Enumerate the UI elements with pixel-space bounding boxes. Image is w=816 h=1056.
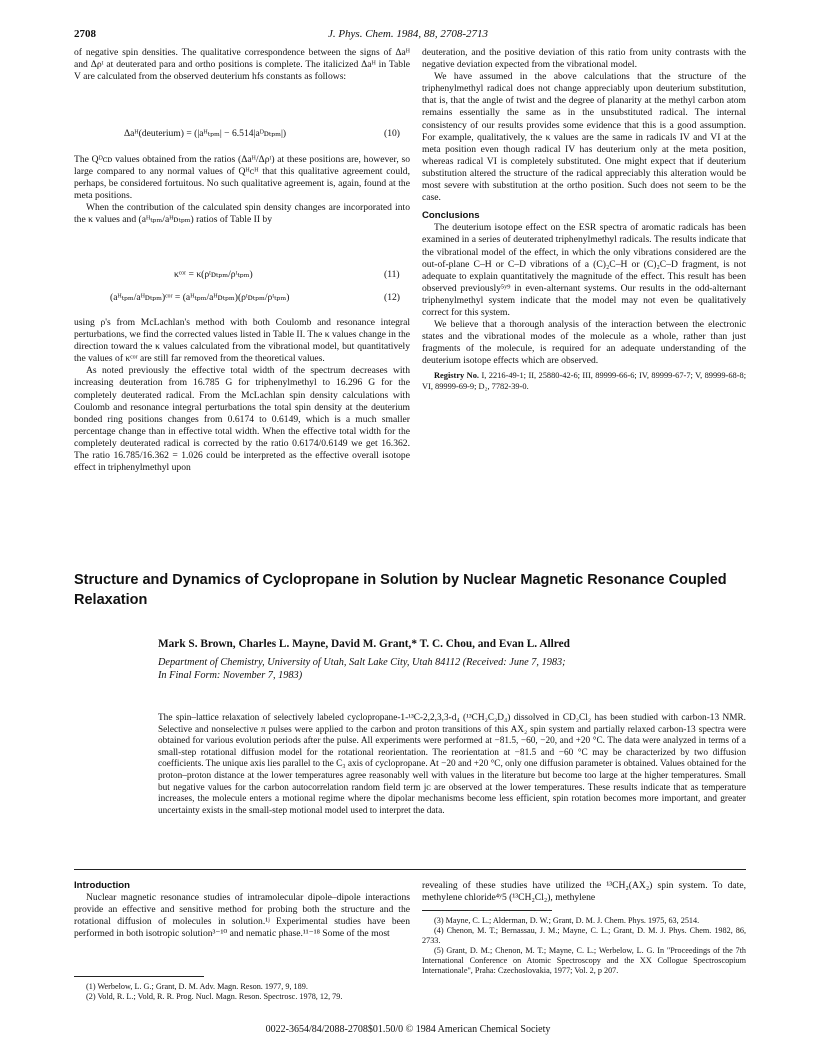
footnotes-left xyxy=(74,982,410,1002)
abstract-rule xyxy=(74,869,746,870)
left-column-top xyxy=(74,47,410,83)
footnote-rule xyxy=(422,910,552,911)
equation-number: (12) xyxy=(384,292,400,303)
footnotes-right xyxy=(422,916,746,976)
affiliation-line: Department of Chemistry, University of Utah, Salt Lake City, Utah 84112 (Received: June 7, 1983; xyxy=(158,657,566,668)
introduction-right xyxy=(422,880,746,904)
running-header: J. Phys. Chem. 1984, 88, 2708-2713 xyxy=(327,28,489,40)
article-authors: Mark S. Brown, Charles L. Mayne, David M. Grant,* T. C. Chou, and Evan L. Allred xyxy=(158,638,570,650)
section-heading-introduction: Introduction xyxy=(74,880,130,891)
paragraph: As noted previously the effective total width of the spectrum decreases with increasing deuteration from 16.785 G for triphenylmethyl to 16.296 G for the completely deuterated radical. From the McLachlan spin density calculations with Coulomb and resonance integral perturbations the total spin density at the deuterium bonded ring positions changes from 0.6174 to 0.6149, which is a much smaller percentage change than in effective total width. When the effective total width for the completely deuterated radical is corrected by the ratio 0.6174/0.6149 we get 16.362. The ratio 16.785/16.362 = 1.026 could be interpreted as the effective overall isotope effect in triphenylmethyl upon xyxy=(74,365,410,474)
page-number: 2708 xyxy=(74,28,96,40)
registry-numbers xyxy=(422,371,746,392)
paragraph: The deuterium isotope effect on the ESR spectra of aromatic radicals has been examined in a series of deuterated triphenylmethyl radicals. The results indicate that the vibrational model of the effect, in which the only vibrations considered are the out-of-plane C–H or C–D vibrations of a (C)₂C–H or (C)₂C–D fragment, is not adequate to explain quantitatively the magnitude of the effect. This result has been observed previously⁵ʸ⁹ in even-alternant systems. Our results in the odd-alternant triphenylmethyl system indicate that the model may not even be qualitatively correct for this system. xyxy=(422,222,746,318)
equation-number: (11) xyxy=(384,269,400,280)
paragraph: revealing of these studies have utilized the ¹³CH₂(AX₂) spin system. To date, methylene chloride⁴ʸ5 (¹³CH₂Cl₂), methylene xyxy=(422,880,746,904)
paragraph: The Qᴰᴄᴅ values obtained from the ratios (Δaᴴ/Δρᵗ) at these positions are, however, so large compared to any normal values of Qᴴᴄᴴ that this qualitative agreement could, perhaps, be considered fortuitous. No such qualitative agreement is, again, found at the meta positions. xyxy=(74,154,410,202)
footnote: (4) Chenon, M. T.; Bernassau, J. M.; Mayne, C. L.; Grant, D. M. J. Phys. Chem. 1982, 86, 2733. xyxy=(422,926,746,945)
equation-10: Δaᴴ(deuterium) = (|aᴴₜₚₘ| − 6.514|aᴰᴅₜₚₘ|) xyxy=(124,128,287,139)
article-affiliation xyxy=(158,656,738,682)
affiliation-line: In Final Form: November 7, 1983) xyxy=(158,670,303,681)
paragraph: We have assumed in the above calculations that the structure of the triphenylmethyl radical does not change appreciably upon deuterium substitution, that is, that the angle of twist and the degree of planarity at the methyl carbon atom remains essentially the same as in the unsubstituted radical. The internal consistency of our results provides some evidence that this is a good assumption. For example, qualitatively, the κ values are the same in radicals IV and VI at the meta position even though radical IV has deuterium only at the meta position, whereas radical VI is completely substituted. One might expect that if deuterium substitution altered the structure of the radical appreciably this alteration would be most severe with substitution at the ortho position. Such does not seem to be the case. xyxy=(422,71,746,204)
article-abstract: The spin–lattice relaxation of selectively labeled cyclopropane-1-¹³C-2,2,3,3-d₄ (¹³CH₂C₂D₄) dissolved in CD₂Cl₂ has been studied with carbon-13 NMR. Selective and nonselective π pulses were applied to the carbon and proton transitions of this AX₂ spin system and partially relaxed carbon-13 spectra were obtained for various evolution periods after the pulse. All experiments were performed at −81.5, −60, −20, and +20 °C. The data were analyzed in terms of a small-step rotational diffusion model for the rotational reorientation. The reorientation at −81.5 and −60 °C may be characterized by two diffusion coefficients. The unique axis lies parallel to the C₃ axis of cyclopropane. At −20 and +20 °C, only one diffusion parameter is obtained. Values obtained for the proton–proton distance at the lower temperatures agree reasonably well with values in the literature but become too large at the higher temperatures. Small but negative values for the carbon autocorrelation random field term jᴄ are observed at the lower temperatures. These results indicate that as temperature increases, the molecule enters a motional regime where the dipolar mechanisms become less efficient, spin rotation becomes more important, and greater uncertainty exists in the small-step motional model used to interpret the data. xyxy=(158,713,746,816)
left-column-mid xyxy=(74,154,410,227)
footnote-rule xyxy=(74,976,204,977)
introduction-left xyxy=(74,880,410,940)
paragraph: deuteration, and the positive deviation of this ratio from unity contrasts with the negative deviation expected from the vibrational model. xyxy=(422,47,746,71)
paragraph: When the contribution of the calculated spin density changes are incorporated into the κ values and (aᴴₜₚₘ/aᴴᴅₜₚₘ) ratios of Table II by xyxy=(74,202,410,226)
page-footer: 0022-3654/84/2088-2708$01.50/0 © 1984 American Chemical Society xyxy=(265,1024,551,1035)
equation-number: (10) xyxy=(384,128,400,139)
equation-11: κᶜᵒʳ = κ(ρᵗᴅₜₚₘ/ρᵗₜₚₘ) xyxy=(174,269,253,280)
registry-text: I, 2216-49-1; II, 25880-42-6; III, 89999-66-6; IV, 89999-67-7; V, 89999-68-8; VI, 89999-69-9; D₂, 7782-39-0. xyxy=(422,371,747,391)
paragraph: We believe that a thorough analysis of the interaction between the electronic states and the vibrational modes of the molecule as a whole, rather than just fragments of the molecule, is required for an adequate understanding of the deuterium isotope effects which are observed. xyxy=(422,319,746,367)
left-column-bottom xyxy=(74,317,410,474)
equation-12: (aᴴₜₚₘ/aᴴᴅₜₚₘ)ᶜᵒʳ = (aᴴₜₚₘ/aᴴᴅₜₚₘ)(ρᵗᴅₜₚₘ/ρᵗₜₚₘ) xyxy=(110,292,290,303)
paragraph: using ρ's from McLachlan's method with both Coulomb and resonance integral perturbations, we find the corrected values listed in Table II. The κ values change in the direction toward the κ values calculated from the vibrational model, but quantitatively the values of κᶜᵒʳ are still far removed from the theoretical values. xyxy=(74,317,411,365)
footnote: (1) Werbelow, L. G.; Grant, D. M. Adv. Magn. Reson. 1977, 9, 189. xyxy=(86,982,308,991)
section-heading-conclusions: Conclusions xyxy=(422,210,480,222)
right-column xyxy=(422,47,746,392)
article-title: Structure and Dynamics of Cyclopropane in Solution by Nuclear Magnetic Resonance Coupled Relaxation xyxy=(74,572,727,608)
paragraph: of negative spin densities. The qualitative correspondence between the signs of Δaᴴ and Δρᵗ at deuterated para and ortho positions is complete. The italicized Δaᴴ in Table V are calculated from the observed deuterium hfs constants as follows: xyxy=(74,47,410,83)
footnote: (3) Mayne, C. L.; Alderman, D. W.; Grant, D. M. J. Chem. Phys. 1975, 63, 2514. xyxy=(434,916,700,925)
footnote: (2) Vold, R. L.; Vold, R. R. Prog. Nucl. Magn. Reson. Spectrosc. 1978, 12, 79. xyxy=(86,992,343,1001)
footnote: (5) Grant, D. M.; Chenon, M. T.; Mayne, C. L.; Werbelow, L. G. In "Proceedings of the 7th International Conference on Atomic Spectroscopy and the XX Collogue Spectroscopium Internationale", Praha: Czechoslovakia, 1977; Vol. 2, p 207. xyxy=(422,946,746,975)
paragraph: Nuclear magnetic resonance studies of intramolecular dipole–dipole interactions provide an effective and sensitive method for probing both the structure and the rotational diffusion of molecules in solution.¹ʲ Experimental studies have been performed in both isotropic solution³⁻¹⁰ and nematic phase.¹¹⁻¹⁸ Some of the most xyxy=(74,892,410,940)
registry-label: Registry No. xyxy=(434,371,480,381)
